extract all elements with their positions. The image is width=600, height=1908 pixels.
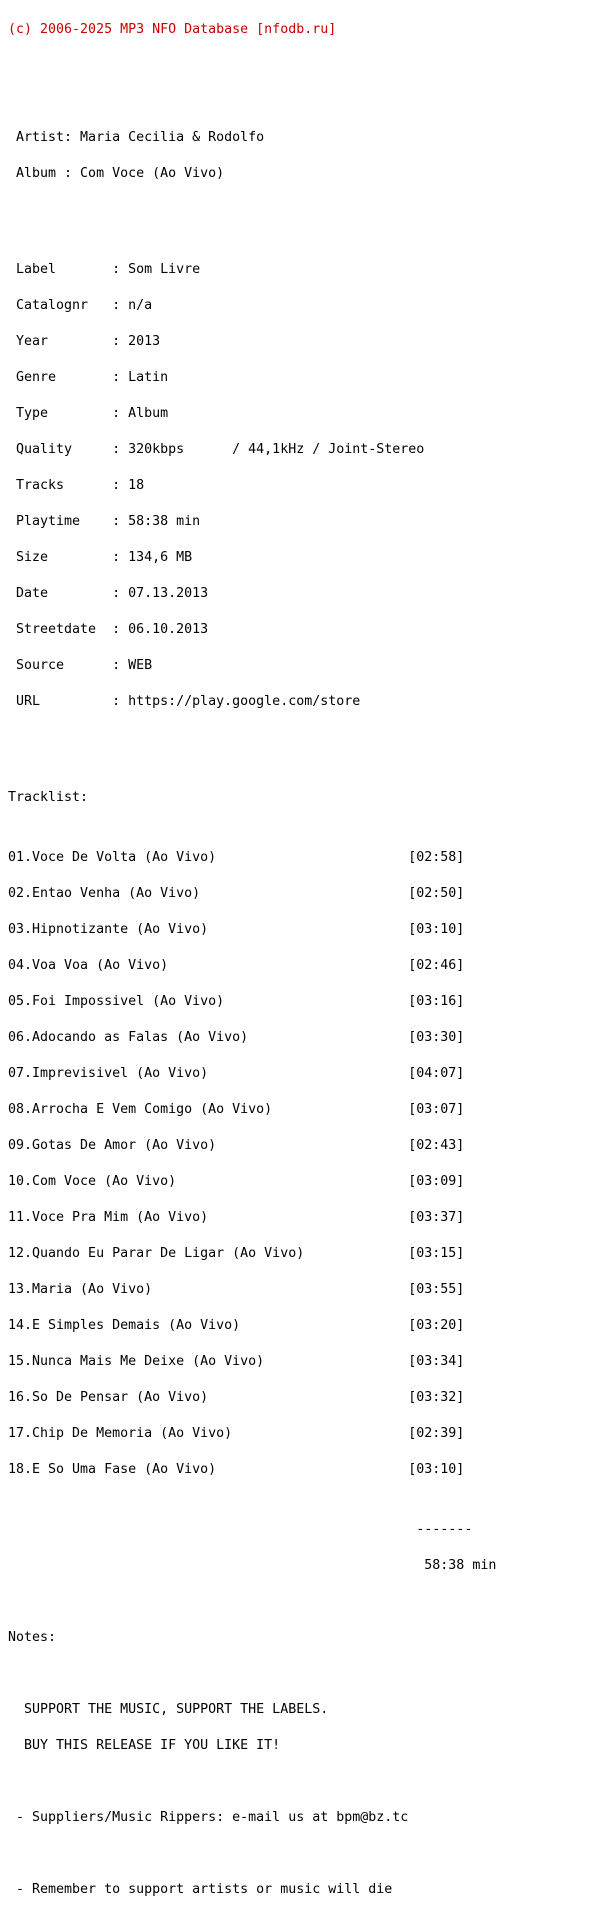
info-genre: Genre : Latin xyxy=(0,370,169,385)
album-line: Album : Com Voce (Ao Vivo) xyxy=(0,166,225,181)
track-row: 02.Entao Venha (Ao Vivo) [02:50] xyxy=(0,886,465,901)
track-row: 09.Gotas De Amor (Ao Vivo) [02:43] xyxy=(0,1138,465,1153)
track-row: 08.Arrocha E Vem Comigo (Ao Vivo) [03:07] xyxy=(0,1102,465,1117)
notes-heading: Notes: xyxy=(0,1630,57,1645)
track-row: 07.Imprevisivel (Ao Vivo) [04:07] xyxy=(0,1066,465,1081)
buy-line: BUY THIS RELEASE IF YOU LIKE IT! xyxy=(0,1738,281,1753)
blank-line xyxy=(0,1776,496,1788)
blank-line xyxy=(0,756,496,768)
track-row: 15.Nunca Mais Me Deixe (Ao Vivo) [03:34] xyxy=(0,1354,465,1369)
blank-line xyxy=(0,60,496,72)
track-row: 10.Com Voce (Ao Vivo) [03:09] xyxy=(0,1174,465,1189)
info-label: Label : Som Livre xyxy=(0,262,201,277)
info-url: URL : https://play.google.com/store xyxy=(0,694,361,709)
track-row: 12.Quando Eu Parar De Ligar (Ao Vivo) [03:15] xyxy=(0,1246,465,1261)
info-quality: Quality : 320kbps / 44,1kHz / Joint-Stereo xyxy=(0,442,425,457)
info-streetdate: Streetdate : 06.10.2013 xyxy=(0,622,209,637)
info-date: Date : 07.13.2013 xyxy=(0,586,209,601)
remember-line: - Remember to support artists or music will die xyxy=(0,1882,393,1897)
suppliers-line: - Suppliers/Music Rippers: e-mail us at bpm@bz.tc xyxy=(0,1810,409,1825)
track-row: 17.Chip De Memoria (Ao Vivo) [02:39] xyxy=(0,1426,465,1441)
track-row: 05.Foi Impossivel (Ao Vivo) [03:16] xyxy=(0,994,465,1009)
track-row: 16.So De Pensar (Ao Vivo) [03:32] xyxy=(0,1390,465,1405)
track-row: 06.Adocando as Falas (Ao Vivo) [03:30] xyxy=(0,1030,465,1045)
nfodb-header[interactable]: (c) 2006-2025 MP3 NFO Database [nfodb.ru] xyxy=(0,22,337,37)
info-playtime: Playtime : 58:38 min xyxy=(0,514,201,529)
info-tracks: Tracks : 18 xyxy=(0,478,145,493)
track-row: 04.Voa Voa (Ao Vivo) [02:46] xyxy=(0,958,465,973)
info-source: Source : WEB xyxy=(0,658,153,673)
tracklist-heading: Tracklist: xyxy=(0,790,89,805)
track-row: 14.E Simples Demais (Ao Vivo) [03:20] xyxy=(0,1318,465,1333)
track-row: 11.Voce Pra Mim (Ao Vivo) [03:37] xyxy=(0,1210,465,1225)
blank-line xyxy=(0,1668,496,1680)
track-row: 01.Voce De Volta (Ao Vivo) [02:58] xyxy=(0,850,465,865)
track-row: 18.E So Uma Fase (Ao Vivo) [03:10] xyxy=(0,1462,465,1477)
total-playtime: 58:38 min xyxy=(0,1558,497,1573)
release-info xyxy=(0,240,496,732)
info-catalognr: Catalognr : n/a xyxy=(0,298,153,313)
blank-line xyxy=(0,1848,496,1860)
tracklist xyxy=(0,828,496,1500)
track-row: 13.Maria (Ao Vivo) [03:55] xyxy=(0,1282,465,1297)
info-type: Type : Album xyxy=(0,406,169,421)
track-row: 03.Hipnotizante (Ao Vivo) [03:10] xyxy=(0,922,465,937)
info-size: Size : 134,6 MB xyxy=(0,550,193,565)
total-separator: ------- xyxy=(0,1522,473,1537)
blank-line xyxy=(0,204,496,216)
blank-line xyxy=(0,96,496,108)
blank-line xyxy=(0,1596,496,1608)
artist-line: Artist: Maria Cecilia & Rodolfo xyxy=(0,130,265,145)
support-line: SUPPORT THE MUSIC, SUPPORT THE LABELS. xyxy=(0,1702,329,1717)
info-year: Year : 2013 xyxy=(0,334,161,349)
